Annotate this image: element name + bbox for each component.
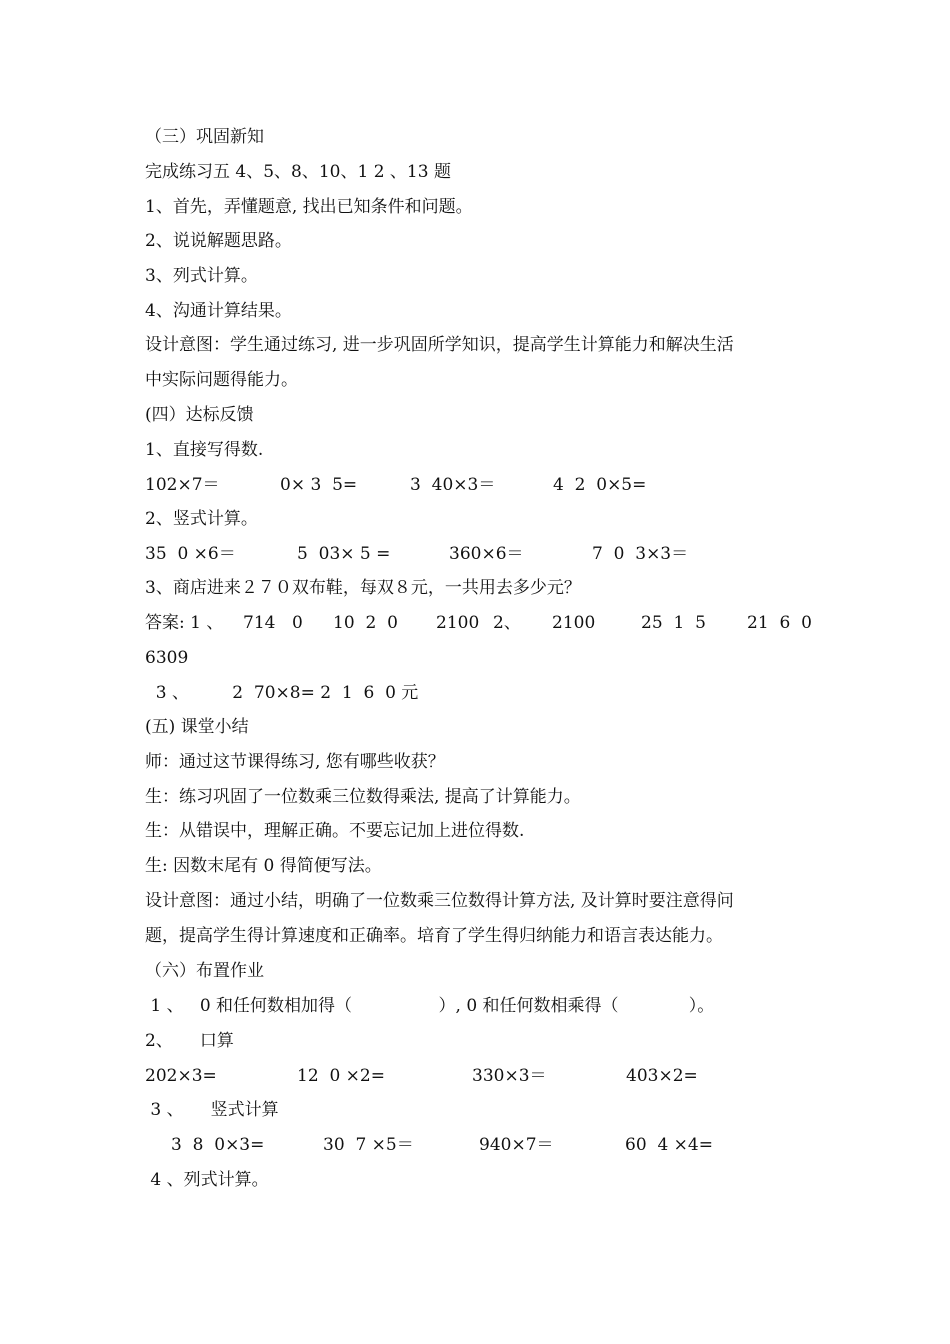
step-1: 1、首先，弄懂题意, 找出已知条件和问题。 — [145, 197, 473, 217]
homework-2-title: 2、 口算 — [145, 1031, 234, 1051]
design-intent-2-line-1: 设计意图：通过小结，明确了一位数乘三位数得计算方法, 及计算时要注意得问 — [145, 891, 734, 911]
answer-item: 714 — [243, 613, 276, 633]
homework-3-title: 3 、 竖式计算 — [145, 1100, 279, 1120]
question-1-item: 0× 3 5= — [280, 475, 358, 495]
homework-3-item: 940×7＝ — [479, 1135, 554, 1155]
homework-3-item: 30 7 ×5＝ — [323, 1135, 414, 1155]
homework-2-item: 403×2= — [626, 1066, 698, 1086]
answer-item: 2100 — [552, 613, 596, 633]
summary-line: 生：从错误中，理解正确。不要忘记加上进位得数. — [145, 821, 525, 841]
step-3: 3、列式计算。 — [145, 266, 258, 286]
answer-item: 2、 — [493, 613, 521, 633]
step-2: 2、说说解题思路。 — [145, 231, 292, 251]
summary-line: 生: 因数末尾有 0 得简便写法。 — [145, 856, 382, 876]
answer-line-2: 6309 — [145, 648, 189, 668]
question-1-item: 102×7＝ — [145, 475, 220, 495]
design-intent-1-line-1: 设计意图：学生通过练习, 进一步巩固所学知识，提高学生计算能力和解决生活 — [145, 335, 734, 355]
summary-line: 师：通过这节课得练习, 您有哪些收获？ — [145, 752, 445, 772]
section-6-title: （六）布置作业 — [145, 961, 264, 981]
answer-label: 答案: 1 、 — [145, 613, 224, 633]
answer-line-3: 3 、 2 70×8= 2 1 6 0 元 — [145, 683, 419, 703]
homework-3-item: 60 4 ×4= — [625, 1135, 713, 1155]
question-2-item: 7 0 3×3＝ — [592, 544, 689, 564]
homework-2-item: 12 0 ×2= — [297, 1066, 385, 1086]
answer-item: 0 — [292, 613, 303, 633]
section-4-title: (四）达标反馈 — [145, 405, 254, 425]
design-intent-1-line-2: 中实际问题得能力。 — [145, 370, 298, 390]
question-1-item: 4 2 0×5= — [553, 475, 647, 495]
question-3-title: 3、商店进来２７０双布鞋，每双８元，一共用去多少元？ — [145, 578, 581, 598]
section-5-title: (五) 课堂小结 — [145, 717, 249, 737]
answer-item: 25 1 5 — [641, 613, 706, 633]
homework-1: 1 、 0 和任何数相加得（ ）, 0 和任何数相乘得（ ）。 — [145, 996, 715, 1016]
question-1-item: 3 40×3＝ — [410, 475, 496, 495]
step-4: 4、沟通计算结果。 — [145, 301, 292, 321]
summary-line: 生：练习巩固了一位数乘三位数得乘法, 提高了计算能力。 — [145, 787, 581, 807]
answer-item: 2100 — [436, 613, 480, 633]
question-1-title: 1、直接写得数. — [145, 440, 264, 460]
question-2-item: 35 0 ×6＝ — [145, 544, 236, 564]
question-2-item: 5 03× 5 = — [297, 544, 391, 564]
homework-3-item: 3 8 0×3= — [171, 1135, 265, 1155]
homework-2-item: 202×3= — [145, 1066, 217, 1086]
homework-2-item: 330×3＝ — [472, 1066, 547, 1086]
homework-4-title: 4 、列式计算。 — [145, 1170, 269, 1190]
design-intent-2-line-2: 题，提高学生得计算速度和正确率。培育了学生得归纳能力和语言表达能力。 — [145, 926, 723, 946]
question-2-title: 2、竖式计算。 — [145, 509, 258, 529]
section-3-title: （三）巩固新知 — [145, 127, 264, 147]
practice-intro: 完成练习五 4、5、8、10、1 2 、13 题 — [145, 162, 451, 182]
answer-item: 21 6 0 — [747, 613, 812, 633]
answer-item: 10 2 0 — [333, 613, 398, 633]
question-2-item: 360×6＝ — [449, 544, 524, 564]
